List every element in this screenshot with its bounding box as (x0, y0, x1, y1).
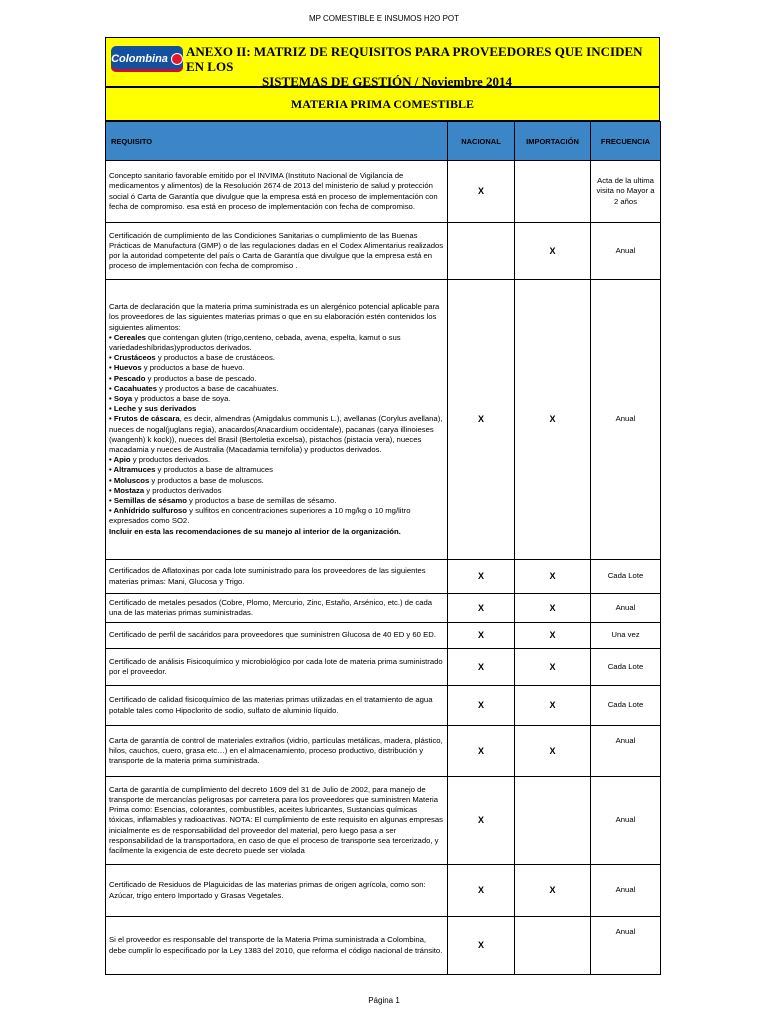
requirement-text: Concepto sanitario favorable emitido por el INVIMA (Instituto Nacional de Vigilancia de medicamentos y alimentos) de la Resolución 2674 de 2013 del ministerio de salud y protección social ó Carta de Garantía que divulgue que la empresa está en proceso de implementación con fecha de compromiso. esa está en proceso de implementación con fecha de compromiso. (106, 161, 448, 223)
logo-badge-icon (171, 53, 183, 65)
allergen-item: • Cereales que contengan gluten (trigo,centeno, cebada, avena, espelta, kamut o sus variedadeshíbridas)yproductos derivados. (109, 332, 401, 352)
col-header-frecuencia: FRECUENCIA (591, 122, 661, 161)
allergen-item: • Anhídrido sulfuroso y sulfitos en concentraciones superiores a 10 mg/kg o 10 mg/litro expresados como SO2. (109, 506, 411, 526)
nacional-mark: X (448, 649, 515, 686)
requirements-table (105, 121, 661, 975)
importacion-mark (515, 917, 591, 975)
nacional-mark: X (448, 865, 515, 917)
allergen-outro: Incluir en esta las recomendaciones de su manejo al interior de la organización. (109, 526, 401, 536)
frequency: Anual (591, 280, 661, 560)
requirement-text (106, 280, 448, 560)
requirement-text: Certificados de Aflatoxinas por cada lote suministrado para los proveedores de las siguientes materias primas: Mani, Glucosa y Trigo. (106, 560, 448, 594)
requirement-text: Certificado de perfil de sacáridos para proveedores que suministren Glucosa de 40 ED y 60 ED. (106, 623, 448, 649)
nacional-mark: X (448, 161, 515, 223)
col-header-requisito: REQUISITO (106, 122, 448, 161)
frequency: Anual (591, 917, 661, 975)
table-row (106, 726, 661, 777)
frequency: Una vez (591, 623, 661, 649)
importacion-mark: X (515, 686, 591, 726)
importacion-mark: X (515, 280, 591, 560)
importacion-mark: X (515, 594, 591, 623)
allergen-item: • Apio y productos derivados. (109, 455, 211, 465)
col-header-importacion: IMPORTACIÓN (515, 122, 591, 161)
requirement-text: Certificado de análisis Fisicoquímico y microbiológico por cada lote de materia prima suministrado por el proveedor. (106, 649, 448, 686)
document-title (186, 44, 656, 89)
table-row (106, 623, 661, 649)
table-row (106, 560, 661, 594)
colombina-logo (111, 46, 183, 72)
table-row (106, 917, 661, 975)
importacion-mark: X (515, 865, 591, 917)
frequency: Anual (591, 726, 661, 777)
table-row (106, 280, 661, 560)
title-line1: ANEXO II: MATRIZ DE REQUISITOS PARA PROVEEDORES QUE INCIDEN EN LOS (186, 44, 643, 74)
nacional-mark: X (448, 686, 515, 726)
nacional-mark (448, 223, 515, 280)
nacional-mark: X (448, 623, 515, 649)
nacional-mark: X (448, 726, 515, 777)
frequency: Anual (591, 865, 661, 917)
page-header: MP COMESTIBLE E INSUMOS H2O POT (308, 14, 460, 23)
importacion-mark: X (515, 560, 591, 594)
table-row (106, 777, 661, 865)
allergen-item: • Mostaza y productos derivados (109, 485, 222, 495)
frequency: Cada Lote (591, 560, 661, 594)
table-header-row (106, 122, 661, 161)
title-band (105, 37, 660, 89)
allergen-item: • Pescado y productos a base de pescado. (109, 373, 257, 383)
table-row (106, 161, 661, 223)
importacion-mark: X (515, 726, 591, 777)
nacional-mark: X (448, 777, 515, 865)
section-title: MATERIA PRIMA COMESTIBLE (105, 86, 660, 121)
importacion-mark (515, 777, 591, 865)
document-table (105, 37, 660, 975)
allergen-item: • Frutos de cáscara, es decir, almendras (Amigdalus communis L.), avellanas (Corylus avellana), nueces de nogal(juglans regia), anacardos(Anacardium occidentale), pacanas (carya illinoieses (wangenh) k kock)), nueces del Brasil (Bertoletia excelsa), pistachos (pistacia vera), nueces macadamia y nueces de Australia (Macadamia ternifolia) y productos derivados. (109, 414, 443, 454)
nacional-mark: X (448, 594, 515, 623)
requirement-text: Certificado de Residuos de Plaguicidas de las materias primas de origen agrícola, como son: Azúcar, trigo entero Importado y Grasas Vegetales. (106, 865, 448, 917)
requirement-text: Carta de garantía de control de materiales extraños (vidrio, partículas metálicas, madera, plástico, hilos, cauchos, cuero, grasa etc…) en el almacenamiento, proceso productivo, distribución y transporte de la materia prima suministrada. (106, 726, 448, 777)
page-footer: Página 1 (368, 996, 400, 1005)
allergen-item: • Soya y productos a base de soya. (109, 393, 231, 403)
frequency: Cada Lote (591, 649, 661, 686)
nacional-mark: X (448, 280, 515, 560)
table-row (106, 865, 661, 917)
title-line2: SISTEMAS DE GESTIÓN / Noviembre 2014 (262, 74, 513, 89)
allergen-item: • Moluscos y productos a base de moluscos. (109, 475, 264, 485)
requirement-text: Certificación de cumplimiento de las Condiciones Sanitarias o cumplimiento de las Buenas Prácticas de Manufactura (GMP) o de las regulaciones dadas en el Codex Alimentarius realizados por la autoridad competente del país o Carta de Garantía que divulgue que la empresa está en proceso de implementación con fecha de compromiso . (106, 223, 448, 280)
requirement-text: Si el proveedor es responsable del transporte de la Materia Prima suministrada a Colombina, debe cumplir lo especificado por la Ley 1383 del 2010, que reforma el código nacional de tránsito. (106, 917, 448, 975)
requirement-text: Certificado de calidad fisicoquímico de las materias primas utilizadas en el tratamiento de agua potable tales como Hipoclorito de sodio, sulfato de aluminio líquido. (106, 686, 448, 726)
requirement-text: Carta de garantía de cumplimiento del decreto 1609 del 31 de Julio de 2002, para manejo de transporte de mercancías peligrosas por carretera para los proveedores que suministren Materia Prima como: Esencias, colorantes, combustibles, aceites lubricantes, Sustancias químicas tóxicas, inflamables y radioactivas. NOTA: El cumplimiento de este requisito en algunas empresas inicialmente es de responsabilidad del proveedor del material, pero luego pasa a ser responsabilidad de la transportadora, en caso de que el proceso de transporte sea tercerizado, y facilmente la exigencia de este decreto puede ser violada (106, 777, 448, 865)
table-row (106, 594, 661, 623)
requirement-text: Certificado de metales pesados (Cobre, Plomo, Mercurio, Zinc, Estaño, Arsénico, etc.) de cada una de las materias primas suministradas. (106, 594, 448, 623)
frequency: Cada Lote (591, 686, 661, 726)
importacion-mark: X (515, 223, 591, 280)
frequency: Anual (591, 223, 661, 280)
importacion-mark: X (515, 623, 591, 649)
table-row (106, 223, 661, 280)
allergen-item: • Huevos y productos a base de huevo. (109, 363, 245, 373)
allergen-item: • Semillas de sésamo y productos a base de semillas de sésamo. (109, 496, 337, 506)
frequency: Anual (591, 777, 661, 865)
nacional-mark: X (448, 560, 515, 594)
nacional-mark: X (448, 917, 515, 975)
logo-text: Colombina (111, 53, 168, 65)
allergen-item: • Leche y sus derivados (109, 404, 197, 414)
importacion-mark: X (515, 649, 591, 686)
allergen-item: • Cacahuates y productos a base de cacahuates. (109, 383, 279, 393)
allergen-list (109, 333, 444, 527)
table-row (106, 649, 661, 686)
allergen-item: • Crustáceos y productos a base de crustáceos. (109, 353, 275, 363)
frequency: Acta de la ultima visita no Mayor a 2 años (591, 161, 661, 223)
allergen-intro: Carta de declaración que la materia prima suministrada es un alergénico potencial aplicable para los proveedores de las siguientes materias primas o que en su elaboración estén contenidos los siguientes alimentos: (109, 302, 440, 332)
allergen-item: • Altramuces y productos a base de altramuces (109, 465, 273, 475)
importacion-mark (515, 161, 591, 223)
frequency: Anual (591, 594, 661, 623)
table-row (106, 686, 661, 726)
col-header-nacional: NACIONAL (448, 122, 515, 161)
